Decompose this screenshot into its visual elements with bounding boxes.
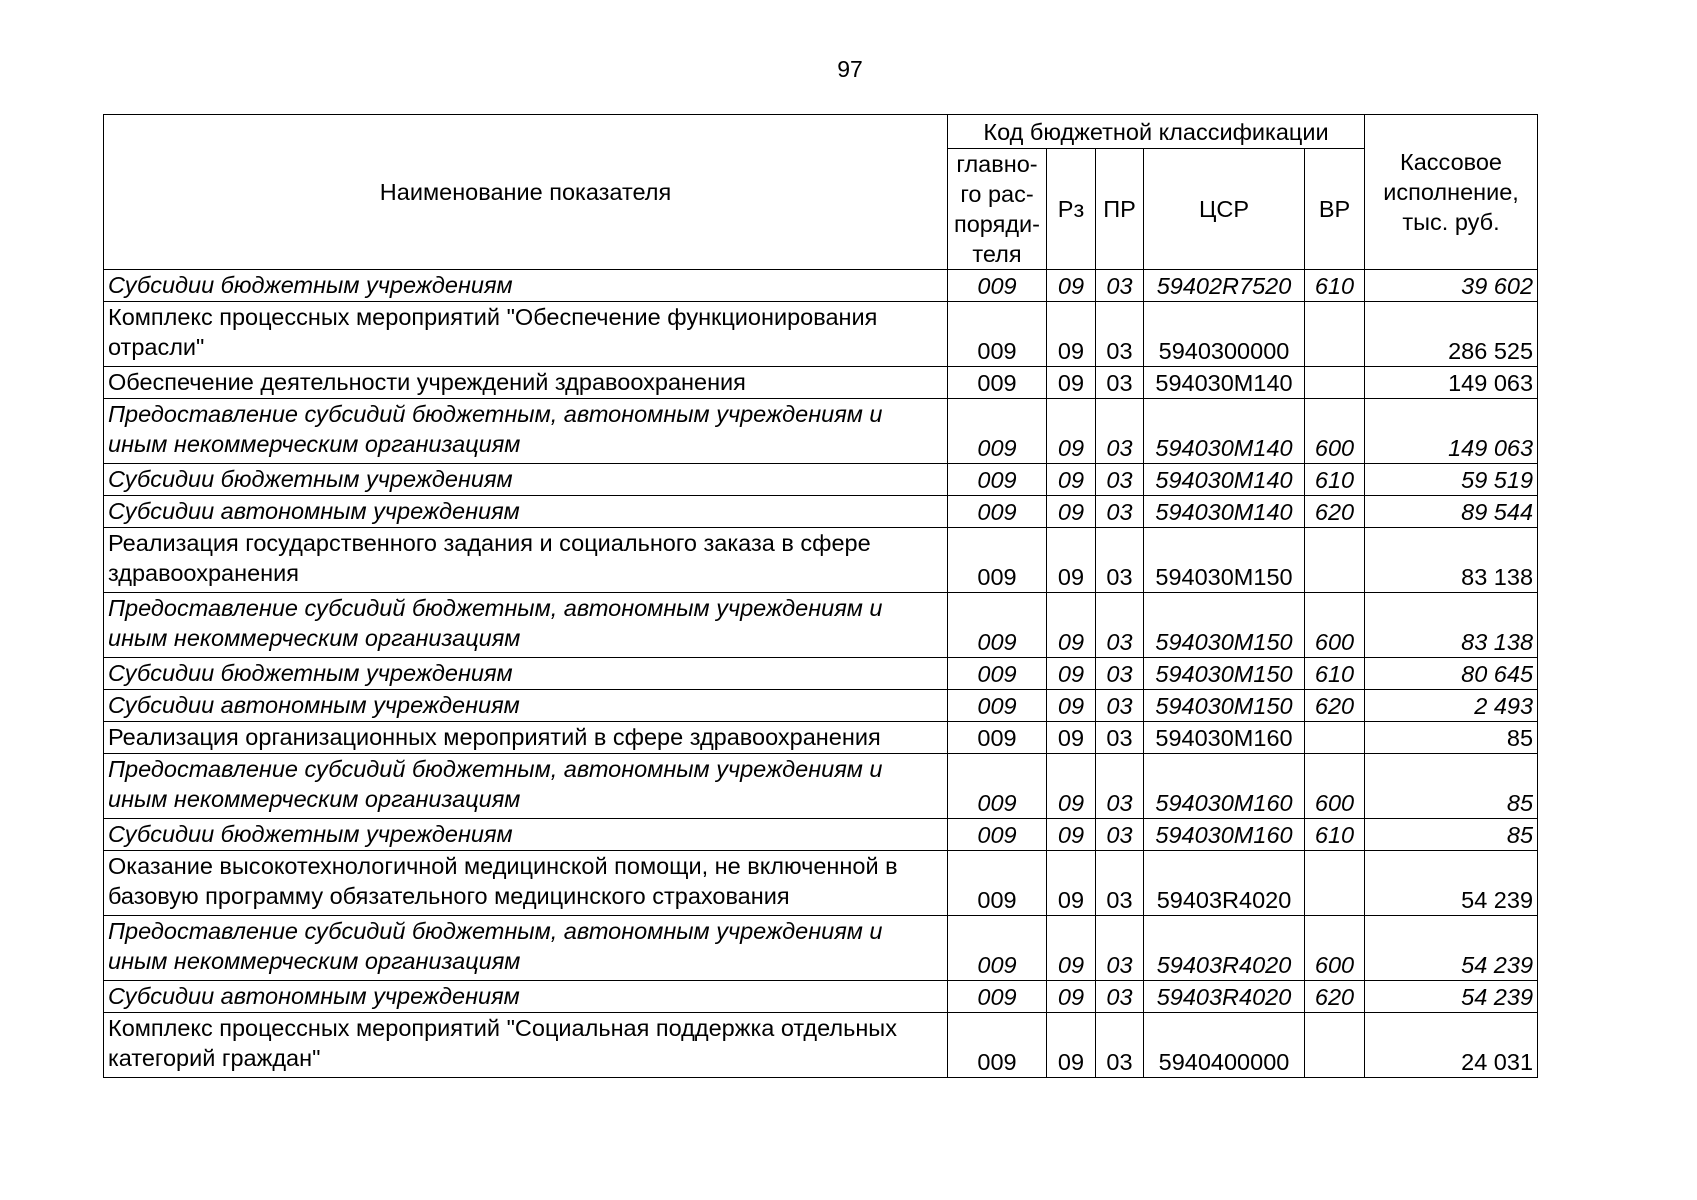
row-manager-code: 009 [948,916,1047,981]
row-csr-code: 59403R4020 [1144,851,1305,916]
row-manager-code: 009 [948,658,1047,690]
table-row [104,851,1538,916]
header-amount: Кассовое исполнение, тыс. руб. [1365,115,1538,270]
row-name: Предоставление субсидий бюджетным, автономным учреждениям и иным некоммерческим организациям [104,916,948,981]
row-amount: 149 063 [1365,399,1538,464]
row-name: Оказание высокотехнологичной медицинской помощи, не включенной в базовую программу обязательного медицинского страхования [104,851,948,916]
row-pr-code: 03 [1096,658,1144,690]
table-row [104,1013,1538,1078]
row-amount: 54 239 [1365,981,1538,1013]
table-row [104,528,1538,593]
header-manager: главно- го рас- поряди- теля [948,149,1047,270]
row-amount: 54 239 [1365,916,1538,981]
table-row [104,658,1538,690]
table-row [104,593,1538,658]
row-pr-code: 03 [1096,981,1144,1013]
table-row [104,367,1538,399]
row-pr-code: 03 [1096,399,1144,464]
row-name: Комплекс процессных мероприятий "Социальная поддержка отдельных категорий граждан" [104,1013,948,1078]
row-manager-code: 009 [948,302,1047,367]
row-amount: 80 645 [1365,658,1538,690]
row-pr-code: 03 [1096,302,1144,367]
row-manager-code: 009 [948,690,1047,722]
table-row [104,722,1538,754]
header-name: Наименование показателя [104,115,948,270]
row-pr-code: 03 [1096,496,1144,528]
row-vr-code: 600 [1305,916,1365,981]
row-manager-code: 009 [948,819,1047,851]
row-manager-code: 009 [948,981,1047,1013]
row-rz-code: 09 [1047,722,1096,754]
row-pr-code: 03 [1096,593,1144,658]
row-csr-code: 594030М140 [1144,367,1305,399]
row-amount: 85 [1365,722,1538,754]
row-manager-code: 009 [948,754,1047,819]
row-csr-code: 594030М140 [1144,399,1305,464]
row-vr-code [1305,367,1365,399]
row-manager-code: 009 [948,464,1047,496]
row-rz-code: 09 [1047,528,1096,593]
row-amount: 24 031 [1365,1013,1538,1078]
row-name: Субсидии бюджетным учреждениям [104,464,948,496]
row-amount: 286 525 [1365,302,1538,367]
row-vr-code [1305,851,1365,916]
table-row [104,754,1538,819]
row-pr-code: 03 [1096,819,1144,851]
row-vr-code: 620 [1305,690,1365,722]
table-row [104,981,1538,1013]
row-csr-code: 594030М140 [1144,496,1305,528]
row-manager-code: 009 [948,593,1047,658]
row-csr-code: 594030М140 [1144,464,1305,496]
row-amount: 83 138 [1365,593,1538,658]
row-manager-code: 009 [948,528,1047,593]
row-rz-code: 09 [1047,916,1096,981]
header-vr: ВР [1305,149,1365,270]
table-row [104,916,1538,981]
row-vr-code: 620 [1305,981,1365,1013]
row-rz-code: 09 [1047,593,1096,658]
row-rz-code: 09 [1047,302,1096,367]
row-name: Предоставление субсидий бюджетным, автономным учреждениям и иным некоммерческим организациям [104,754,948,819]
row-amount: 89 544 [1365,496,1538,528]
row-csr-code: 594030М150 [1144,528,1305,593]
row-rz-code: 09 [1047,981,1096,1013]
row-rz-code: 09 [1047,464,1096,496]
table-row [104,464,1538,496]
row-amount: 2 493 [1365,690,1538,722]
table-row [104,690,1538,722]
row-pr-code: 03 [1096,916,1144,981]
header-rz: Рз [1047,149,1096,270]
row-vr-code: 610 [1305,658,1365,690]
row-name: Субсидии автономным учреждениям [104,981,948,1013]
row-manager-code: 009 [948,399,1047,464]
row-pr-code: 03 [1096,754,1144,819]
row-vr-code [1305,302,1365,367]
row-amount: 39 602 [1365,270,1538,302]
row-vr-code [1305,528,1365,593]
row-pr-code: 03 [1096,722,1144,754]
row-manager-code: 009 [948,1013,1047,1078]
row-vr-code [1305,1013,1365,1078]
row-rz-code: 09 [1047,367,1096,399]
row-amount: 59 519 [1365,464,1538,496]
header-bcc-group: Код бюджетной классификации [948,115,1365,149]
row-rz-code: 09 [1047,496,1096,528]
table-body [104,270,1538,1078]
row-csr-code: 594030М150 [1144,658,1305,690]
row-vr-code [1305,722,1365,754]
row-amount: 83 138 [1365,528,1538,593]
row-name: Субсидии бюджетным учреждениям [104,819,948,851]
table-row [104,496,1538,528]
row-manager-code: 009 [948,851,1047,916]
row-rz-code: 09 [1047,754,1096,819]
row-rz-code: 09 [1047,399,1096,464]
row-csr-code: 594030М150 [1144,690,1305,722]
row-rz-code: 09 [1047,819,1096,851]
row-csr-code: 59403R4020 [1144,981,1305,1013]
row-vr-code: 610 [1305,270,1365,302]
table-row [104,302,1538,367]
row-name: Предоставление субсидий бюджетным, автономным учреждениям и иным некоммерческим организациям [104,399,948,464]
row-vr-code: 610 [1305,819,1365,851]
row-name: Реализация организационных мероприятий в сфере здравоохранения [104,722,948,754]
header-pr: ПР [1096,149,1144,270]
row-vr-code: 600 [1305,399,1365,464]
row-name: Субсидии бюджетным учреждениям [104,658,948,690]
row-vr-code: 600 [1305,754,1365,819]
row-name: Обеспечение деятельности учреждений здравоохранения [104,367,948,399]
row-name: Субсидии автономным учреждениям [104,496,948,528]
row-csr-code: 594030М160 [1144,754,1305,819]
row-csr-code: 59403R4020 [1144,916,1305,981]
row-csr-code: 5940300000 [1144,302,1305,367]
row-vr-code: 600 [1305,593,1365,658]
row-amount: 85 [1365,819,1538,851]
table-row [104,819,1538,851]
row-manager-code: 009 [948,367,1047,399]
page-number: 97 [837,56,863,82]
row-name: Реализация государственного задания и социального заказа в сфере здравоохранения [104,528,948,593]
row-amount: 54 239 [1365,851,1538,916]
row-pr-code: 03 [1096,690,1144,722]
row-manager-code: 009 [948,270,1047,302]
row-manager-code: 009 [948,496,1047,528]
row-pr-code: 03 [1096,464,1144,496]
budget-execution-table [103,114,1538,1078]
row-vr-code: 610 [1305,464,1365,496]
row-pr-code: 03 [1096,851,1144,916]
row-rz-code: 09 [1047,658,1096,690]
row-amount: 85 [1365,754,1538,819]
row-vr-code: 620 [1305,496,1365,528]
row-pr-code: 03 [1096,528,1144,593]
row-rz-code: 09 [1047,270,1096,302]
row-name: Комплекс процессных мероприятий "Обеспечение функционирования отрасли" [104,302,948,367]
table-row [104,270,1538,302]
row-pr-code: 03 [1096,367,1144,399]
row-name: Субсидии бюджетным учреждениям [104,270,948,302]
table-row [104,399,1538,464]
row-manager-code: 009 [948,722,1047,754]
row-csr-code: 5940400000 [1144,1013,1305,1078]
row-pr-code: 03 [1096,1013,1144,1078]
row-csr-code: 59402R7520 [1144,270,1305,302]
row-csr-code: 594030М150 [1144,593,1305,658]
row-csr-code: 594030М160 [1144,722,1305,754]
row-csr-code: 594030М160 [1144,819,1305,851]
row-name: Субсидии автономным учреждениям [104,690,948,722]
row-rz-code: 09 [1047,1013,1096,1078]
row-name: Предоставление субсидий бюджетным, автономным учреждениям и иным некоммерческим организациям [104,593,948,658]
header-csr: ЦСР [1144,149,1305,270]
row-pr-code: 03 [1096,270,1144,302]
row-rz-code: 09 [1047,690,1096,722]
row-amount: 149 063 [1365,367,1538,399]
row-rz-code: 09 [1047,851,1096,916]
